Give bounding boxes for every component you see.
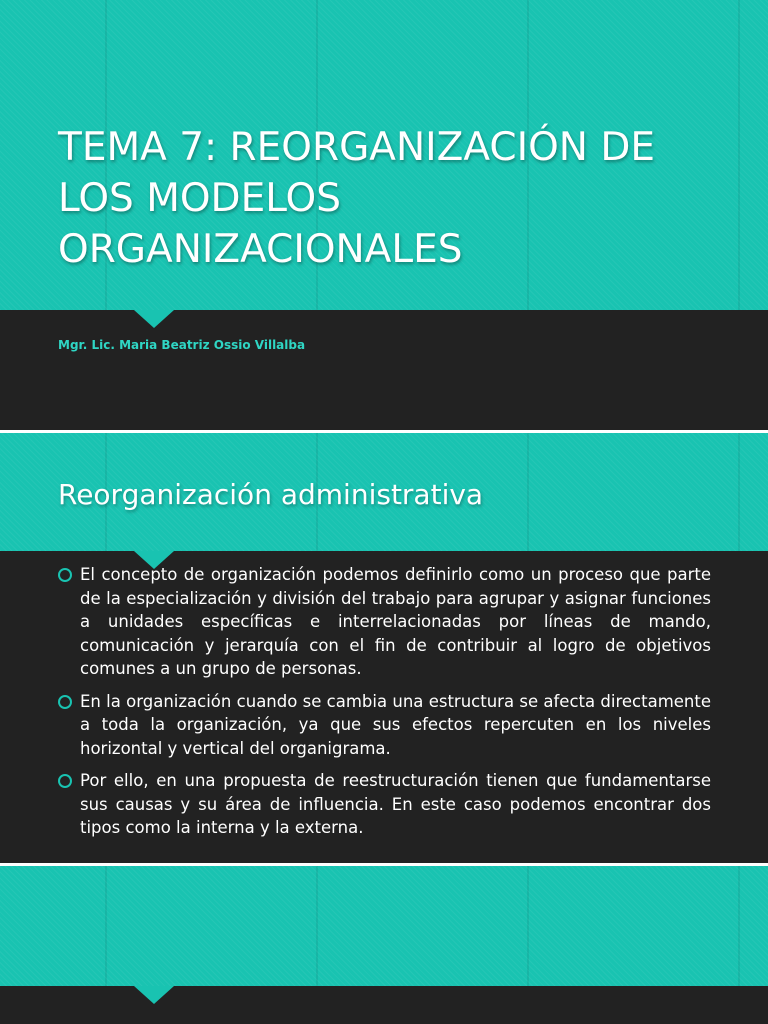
- bullet-text: Por ello, en una propuesta de reestructuración tienen que fundamentarse sus causas y su área de influencia. En este caso podemos encontrar dos tipos como la interna y la externa.: [80, 771, 711, 837]
- author-subtitle: Mgr. Lic. Maria Beatriz Ossio Villalba: [58, 338, 306, 352]
- slide3-content-panel: [0, 986, 768, 1024]
- bullet-text: En la organización cuando se cambia una estructura se afecta directamente a toda la organización, ya que sus efectos repercuten en los niveles horizontal y vertical del organigrama.: [80, 691, 711, 758]
- bullet-list: [58, 563, 711, 849]
- slide3-heading-panel: [0, 866, 768, 986]
- circle-bullet-icon: [58, 774, 72, 788]
- section-heading: Reorganización administrativa: [58, 478, 484, 511]
- slide-title: TEMA 7: REORGANIZACIÓN DE LOS MODELOS ORGANIZACIONALES: [58, 125, 656, 272]
- list-item: [58, 563, 711, 681]
- circle-bullet-icon: [58, 695, 72, 709]
- list-item: [58, 769, 711, 840]
- slide3-notch: [134, 986, 174, 1004]
- slide1-subtitle-panel: [0, 310, 768, 430]
- list-item: [58, 690, 711, 761]
- bullet-text: El concepto de organización podemos definirlo como un proceso que parte de la especialización y división del trabajo para agrupar y asignar funciones a unidades específicas e interrelacionadas por líneas de mando, comunicación y jerarquía con el fin de contribuir al logro de objetivos comunes a un grupo de personas.: [80, 565, 711, 678]
- circle-bullet-icon: [58, 568, 72, 582]
- slide1-notch: [134, 310, 174, 328]
